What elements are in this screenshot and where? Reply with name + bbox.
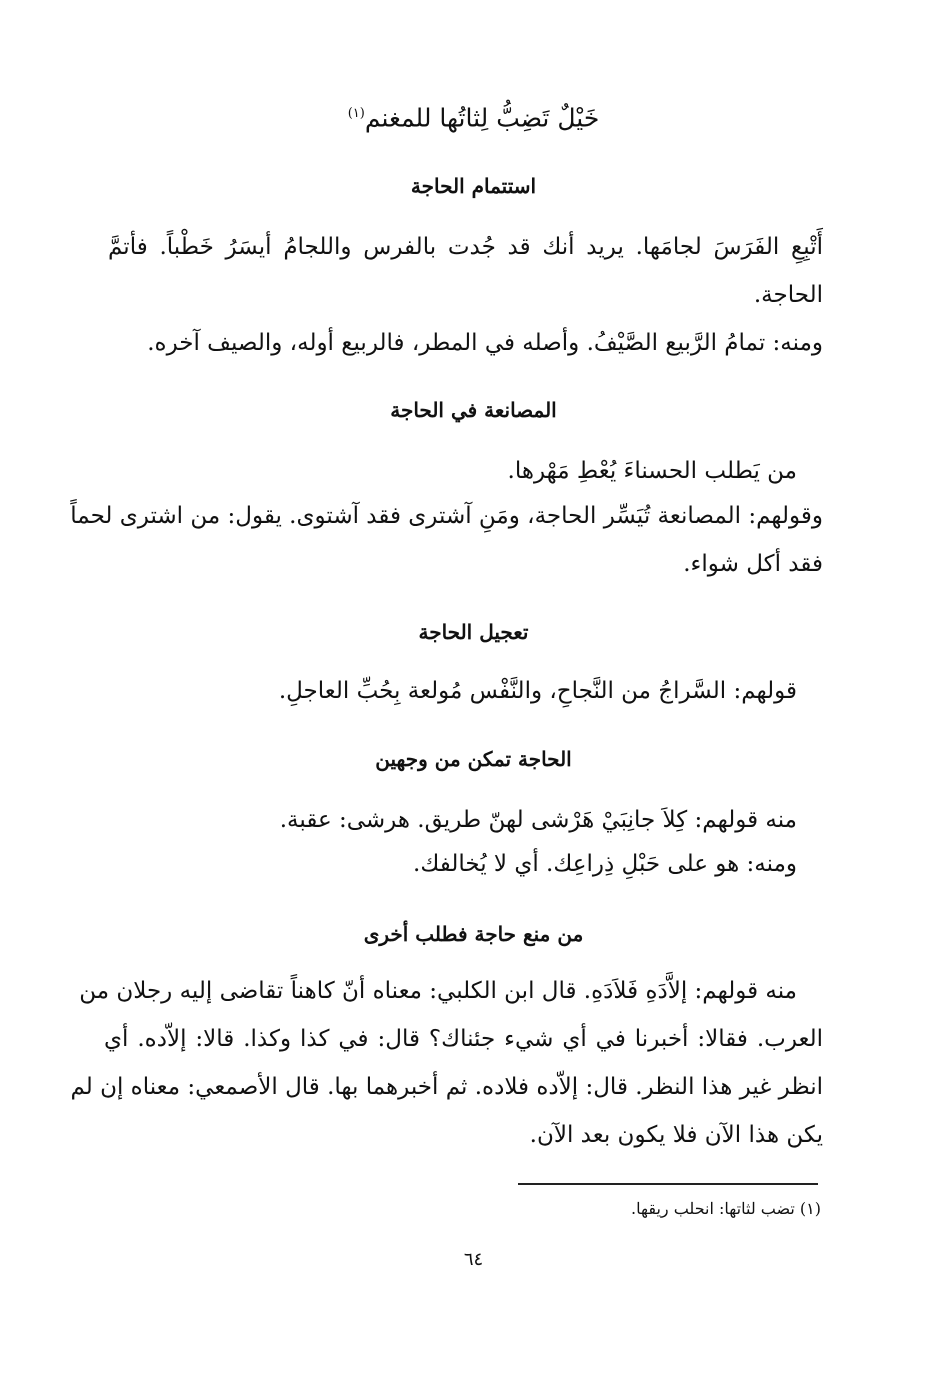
paragraph-line: العرب. فقالا: أخبرنا في أي شيء جئناك؟ قال: في كذا وكذا. قالا: إلاّده. أي (104, 1026, 823, 1052)
footnote-marker: (١) (347, 106, 365, 121)
verse-text: خَيْلٌ تَضِبُّ لِثاتُها للمغنم (364, 103, 600, 133)
paragraph-line: منه قولهم: إلاَّدَهِ فَلاَدَهِ. قال ابن الكلبي: معناه أنّ كاهناً تقاضى إليه رجلان من (79, 978, 797, 1004)
paragraph-line: وقولهم: المصانعة تُيَسِّر الحاجة، ومَنِ آشترى فقد آشتوى. يقول: من اشترى لحماً (70, 503, 823, 529)
paragraph-line: ومنه: تمامُ الرَّبيع الصَّيْفُ. وأصله في المطر، فالربيع أوله، والصيف آخره. (147, 330, 823, 356)
page-number: ٦٤ (463, 1249, 484, 1270)
paragraph-line: انظر غير هذا النظر. قال: إلاّده فلاده. ثم أخبرهما بها. قال الأصمعي: معناه إن لم (70, 1074, 823, 1100)
paragraph-line: قولهم: السَّراجُ من النَّجاحِ، والنَّفْس مُولعة بِحُبِّ العاجلِ. (278, 678, 797, 704)
paragraph-line: أَتْبِعِ الفَرَسَ لجامَها. يريد أنك قد جُدت بالفرس واللجامُ أيسَرُ خَطْباً. فأتمَّ (108, 234, 823, 260)
section-heading: الحاجة تمكن من وجهين (375, 747, 572, 771)
section-heading: المصانعة في الحاجة (390, 398, 557, 422)
paragraph-line: الحاجة. (753, 282, 823, 308)
section-heading: تعجيل الحاجة (418, 620, 529, 644)
paragraph-line: من يَطلب الحسناءَ يُعْطِ مَهْرها. (507, 458, 797, 484)
paragraph-line: منه قولهم: كِلاَ جانِبَيْ هَرْشى لهنّ طريق. هرشى: عقبة. (279, 807, 797, 833)
paragraph-line: يكن هذا الآن فلا يكون بعد الآن. (529, 1122, 823, 1148)
footnote: (١) تضب لثاتها: انحلب ريقها. (631, 1199, 821, 1218)
footnote-divider (518, 1183, 818, 1185)
section-heading: من منع حاجة فطلب أخرى (363, 922, 584, 946)
section-heading: استتمام الحاجة (410, 174, 537, 198)
paragraph-line: فقد أكل شواء. (683, 551, 823, 577)
paragraph-line: ومنه: هو على حَبْلِ ذِراعِك. أي لا يُخالفك. (413, 851, 797, 877)
verse-line (0, 94, 947, 138)
